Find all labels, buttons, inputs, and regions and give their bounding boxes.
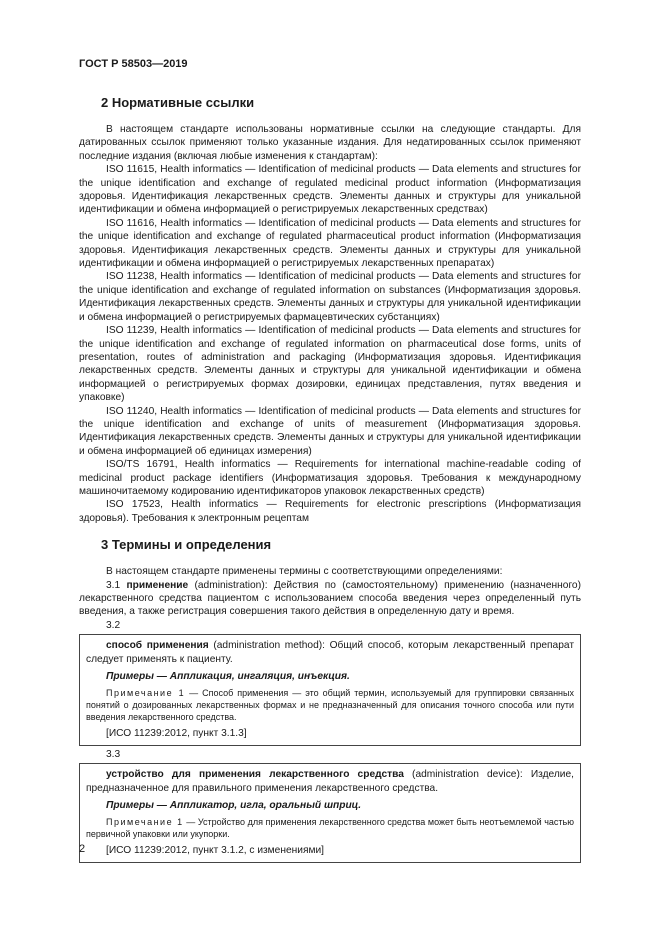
term-3-2 (86, 639, 574, 666)
note-label: Примечание 1 (106, 817, 184, 828)
term-definition: (administration): Действия по (самостоятельному) применению (назначенного) лекарственного средства пациентом с использованием способа введения через определенный путь введения, а также регистрация совершения такого действия в определенную дату и время. (79, 579, 581, 618)
term-definition: (administration device): Изделие, предназначенное для правильного применения лекарственного средства. (86, 769, 574, 794)
term-3-3 (86, 768, 574, 795)
note-text: — Устройство для применения лекарственного средства может быть неотъемлемой частью первичной упаковки или укупорки. (86, 817, 574, 840)
term-note (86, 687, 574, 723)
term-3-1 (79, 579, 581, 619)
term-examples: Примеры — Аппликатор, игла, оральный шприц. (106, 800, 362, 812)
section-3-intro: В настоящем стандарте применены термины с соответствующими определениями: (106, 566, 503, 578)
page-content (79, 95, 581, 865)
reference-item: ISO 11238, Health informatics — Identification of medicinal products — Data elements and structures for the unique identification and exchange of regulated information on substances (Информатизация здоровья. Идентификация лекарственных средств. Элементы данных и структуры для уникальной идентификации и обмена информацией о регистрируемых фармацевтических субстанциях) (79, 271, 581, 323)
reference-item: ISO 11615, Health informatics — Identification of medicinal products — Data elements and structures for the unique identification and exchange of regulated medicinal product information (Информатизация здоровья. Идентификация лекарственных средств. Элементы данных и структуры для уникальной идентификации и обмена информацией о регистрируемых лекарственных средствах) (79, 164, 581, 216)
term-name: применение (126, 579, 189, 591)
term-3-2-box (79, 634, 581, 746)
term-definition: (administration method): Общий способ, которым лекарственный препарат следует применять к пациенту. (86, 640, 574, 665)
reference-item: ISO 17523, Health informatics — Requirements for electronic prescriptions (Информатизация здоровья). Требования к электронным рецептам (79, 499, 581, 524)
term-name: устройство для применения лекарственного средства (106, 769, 404, 781)
term-3-3-box (79, 763, 581, 863)
reference-item: ISO/TS 16791, Health informatics — Requirements for international machine-readable coding of medicinal product package identifiers (Информатизация здоровья. Требования к международному машиночитаемому кодированию идентификаторов упаковок лекарственных средств) (79, 459, 581, 497)
term-3-3-number: 3.3 (106, 748, 121, 760)
section-3-title: 3 Термины и определения (101, 537, 272, 553)
note-label: Примечание 1 (106, 688, 186, 699)
term-note (86, 816, 574, 840)
term-source: [ИСО 11239:2012, пункт 3.1.2, с изменениями] (106, 845, 324, 857)
section-2-title: 2 Нормативные ссылки (101, 95, 255, 110)
section-2-intro: В настоящем стандарте использованы нормативные ссылки на следующие стандарты. Для датированных ссылок применяют только указанные издания. Для недатированных ссылок применяют последние издания (включая любые изменения к стандартам): (79, 124, 581, 162)
document-header: ГОСТ Р 58503—2019 (79, 58, 188, 70)
note-text: — Способ применения — это общий термин, используемый для группировки связанных понятий о дозированных лекарственных формах и не предназначенный для описания точного способа или пути введения лекарственного средства. (86, 688, 574, 723)
term-examples: Примеры — Аппликация, ингаляция, инъекция. (106, 671, 350, 683)
reference-item: ISO 11616, Health informatics — Identification of medicinal products — Data elements and structures for the unique identification and exchange of regulated pharmaceutical product information (Информатизация здоровья. Идентификация лекарственных средств. Элементы данных и структуры для уникальной идентификации и обмена информацией о регистрируемых лекарственных препаратах) (79, 217, 581, 270)
term-source: [ИСО 11239:2012, пункт 3.1.3] (106, 728, 247, 740)
term-number: 3.1 (106, 579, 121, 591)
page-number: 2 (79, 843, 86, 855)
term-name: способ применения (106, 640, 209, 652)
reference-item: ISO 11239, Health informatics — Identification of medicinal products — Data elements and structures for the unique identification and exchange of regulated information on pharmaceutical dose forms, units of presentation, routes of administration and packaging (Информатизация здоровья. Идентификация лекарственных средств. Элементы данных и структуры для уникальной идентификации и обмена информацией о регистрируемых формах дозировки, единицах представления, путях введения и упаковке) (79, 325, 581, 404)
term-3-2-number: 3.2 (106, 619, 121, 631)
reference-item: ISO 11240, Health informatics — Identification of medicinal products — Data elements and structures for the unique identification and exchange of units of measurement (Информатизация здоровья. Идентификация лекарственных средств. Элементы данных и структуры для уникальной идентификации и обмена информацией об единицах измерения) (79, 405, 581, 457)
